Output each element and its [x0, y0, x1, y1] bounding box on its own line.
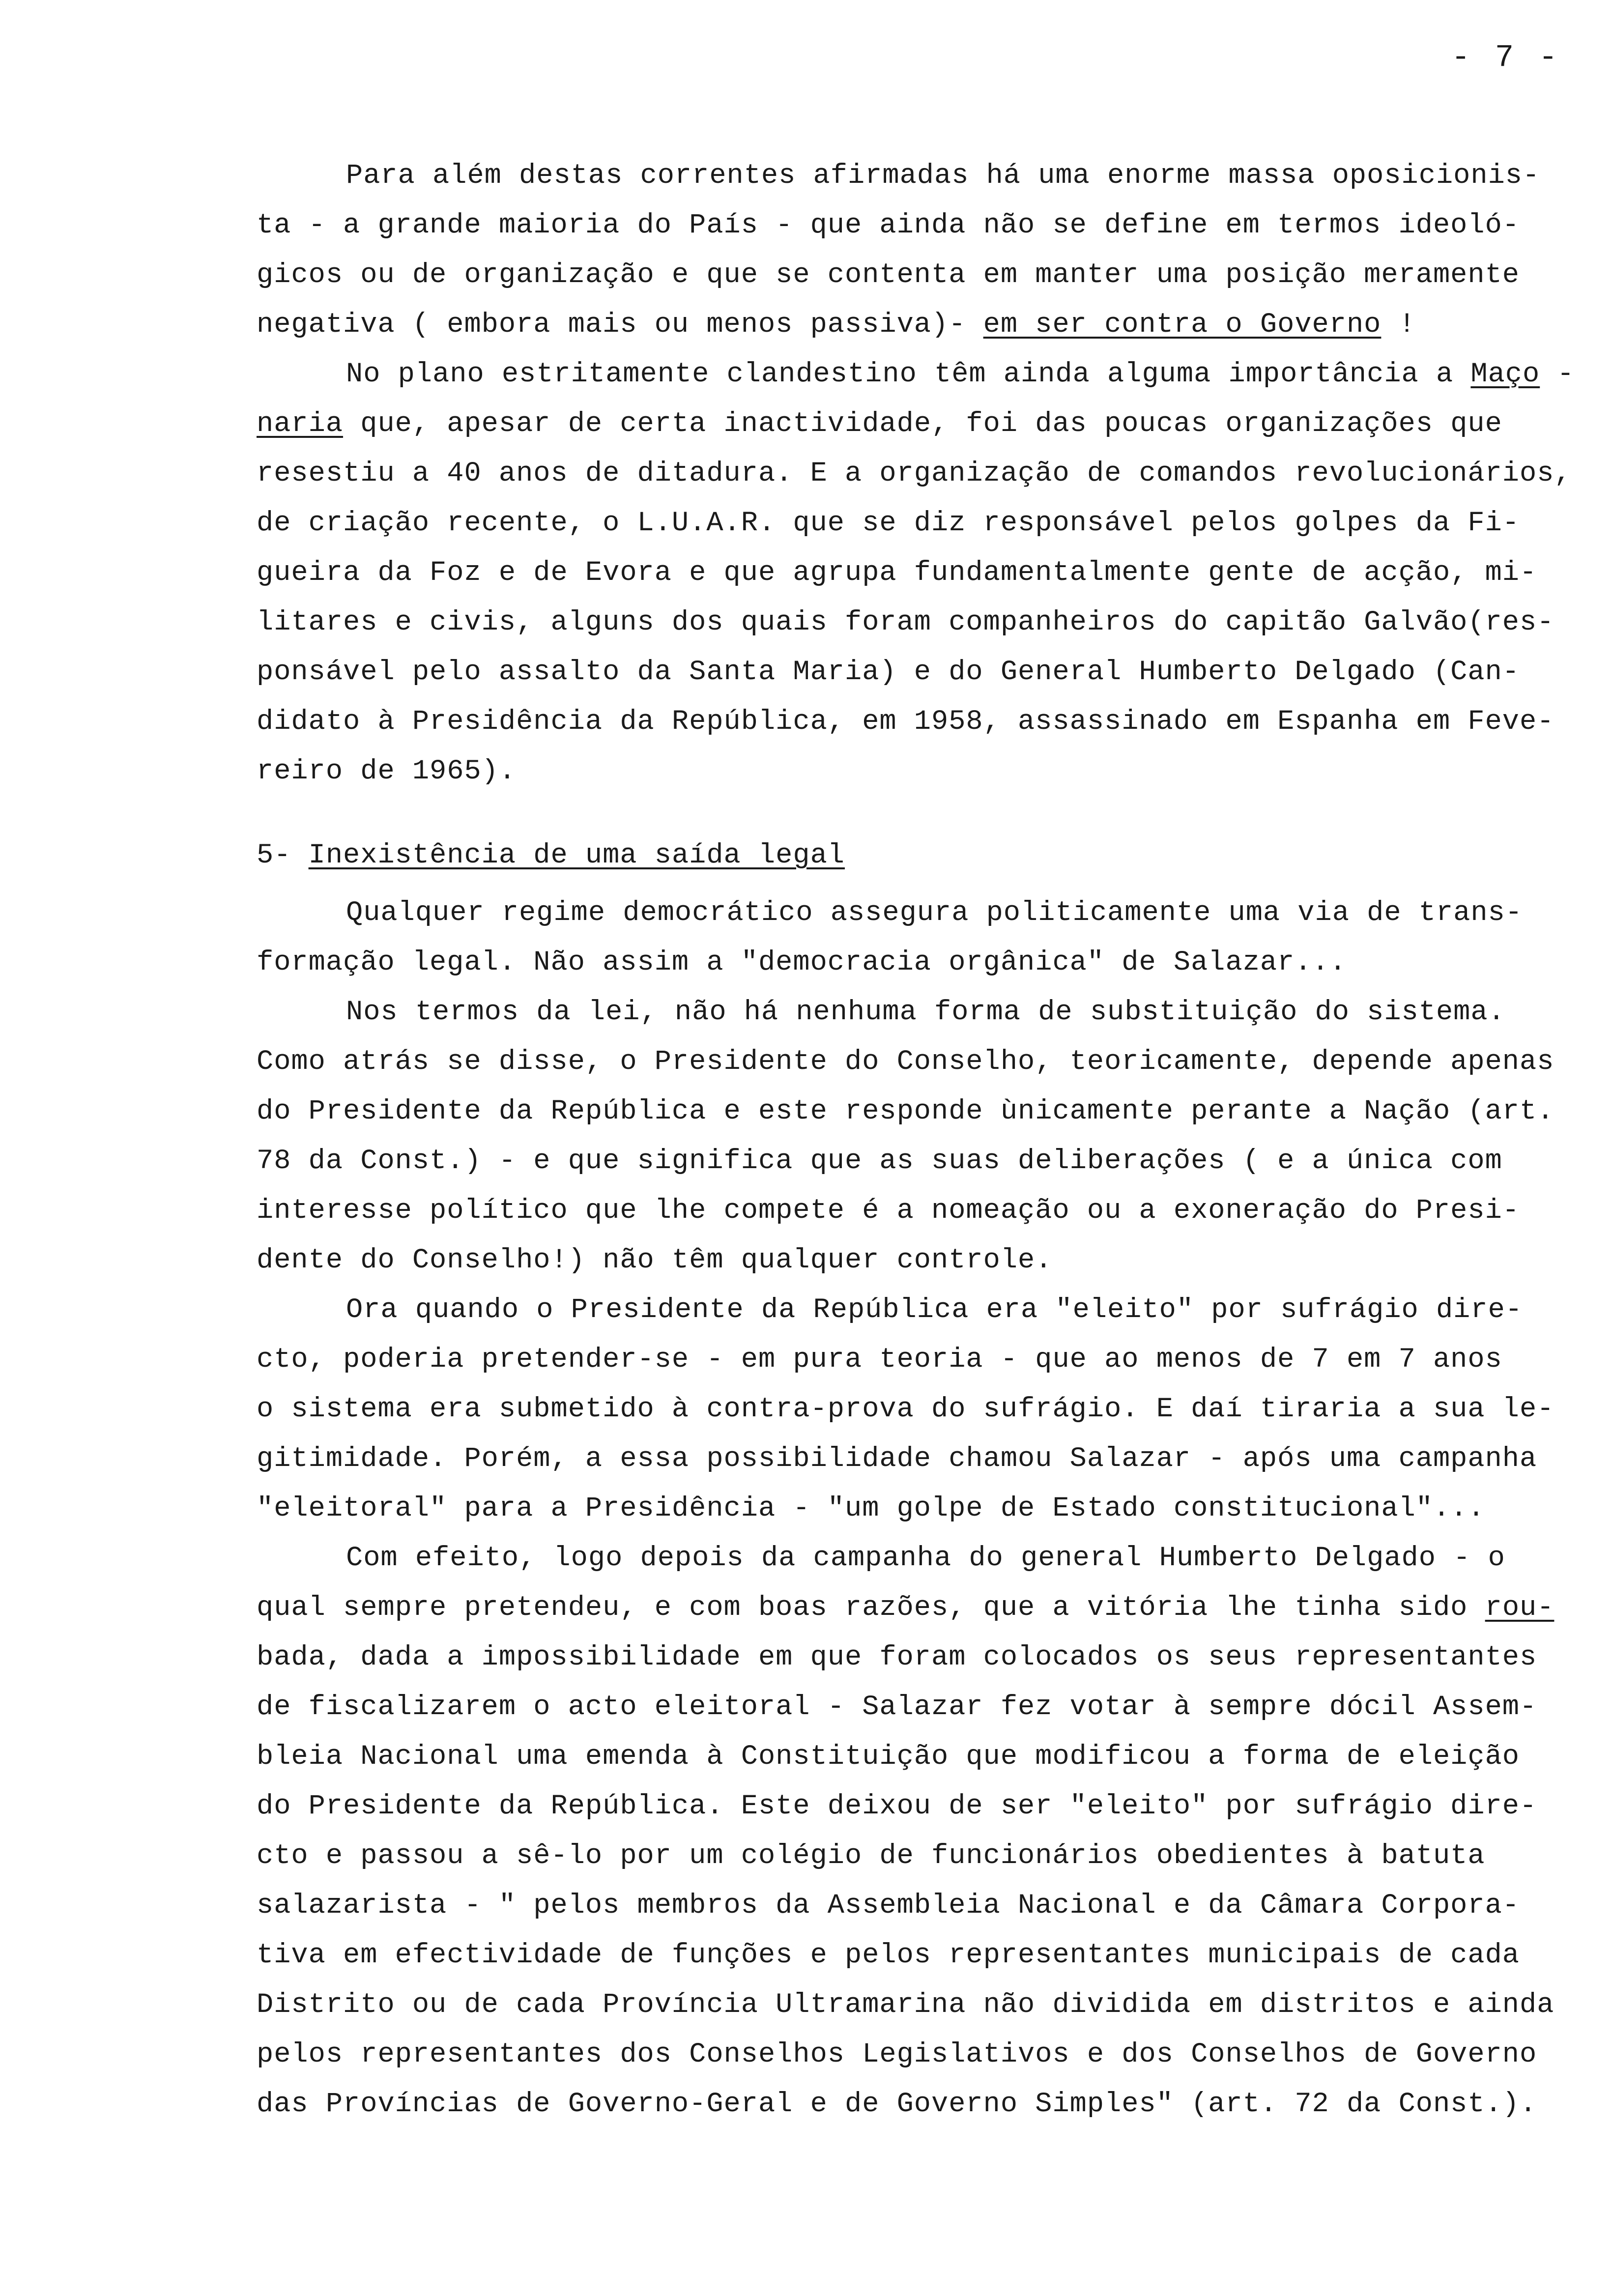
- section-title: Inexistência de uma saída legal: [308, 840, 845, 871]
- text-line: gueira da Foz e de Evora e que agrupa fundamentalmente gente de acção, mi-: [257, 557, 1537, 589]
- text-line: dente do Conselho!) não têm qualquer controle.: [257, 1245, 1053, 1276]
- text-line: [257, 350, 1598, 400]
- text-line: do Presidente da República e este responde ùnicamente perante a Nação (art.: [257, 1096, 1554, 1127]
- text-line: Nos termos da lei, não há nenhuma forma de substituição do sistema.: [346, 997, 1505, 1028]
- text-line: Ora quando o Presidente da República era "eleito" por sufrágio dire-: [346, 1294, 1523, 1326]
- text-line: [257, 400, 1598, 449]
- text-line: das Províncias de Governo-Geral e de Governo Simples" (art. 72 da Const.).: [257, 2089, 1537, 2120]
- text-line: Para além destas correntes afirmadas há uma enorme massa oposicionis-: [346, 160, 1540, 192]
- text-line: Qualquer regime democrático assegura politicamente uma via de trans-: [346, 897, 1523, 929]
- underlined-phrase: em ser contra o Governo: [983, 309, 1382, 341]
- text-line: gitimidade. Porém, a essa possibilidade chamou Salazar - após uma campanha: [257, 1443, 1537, 1475]
- paragraph-6: [257, 1534, 1598, 2129]
- text-line: Com efeito, logo depois da campanha do general Humberto Delgado - o: [346, 1543, 1505, 1574]
- text-line: [257, 300, 1598, 350]
- text-line: formação legal. Não assim a "democracia orgânica" de Salazar...: [257, 947, 1347, 978]
- text-line: ta - a grande maioria do País - que ainda não se define em termos ideoló-: [257, 210, 1520, 241]
- underlined-word: Maço: [1470, 359, 1540, 390]
- text-span: !: [1381, 309, 1416, 341]
- text-line: litares e civis, alguns dos quais foram companheiros do capitão Galvão(res-: [257, 607, 1554, 638]
- text-line: salazarista - " pelos membros da Assembleia Nacional e da Câmara Corpora-: [257, 1890, 1520, 1922]
- text-line: de criação recente, o L.U.A.R. que se diz responsável pelos golpes da Fi-: [257, 508, 1520, 539]
- paragraph-1: [257, 151, 1598, 350]
- text-line: bleia Nacional uma emenda à Constituição que modificou a forma de eleição: [257, 1741, 1520, 1773]
- spacer: [257, 881, 1598, 889]
- text-line: "eleitoral" para a Presidência - "um golpe de Estado constitucional"...: [257, 1493, 1485, 1524]
- text-line: cto e passou a sê-lo por um colégio de funcionários obedientes à batuta: [257, 1840, 1485, 1872]
- text-line: cto, poderia pretender-se - em pura teoria - que ao menos de 7 em 7 anos: [257, 1344, 1502, 1376]
- text-line: bada, dada a impossibilidade em que foram colocados os seus representantes: [257, 1642, 1537, 1673]
- document-body: [257, 151, 1598, 2129]
- text-line: gicos ou de organização e que se contenta em manter uma posição meramente: [257, 259, 1520, 291]
- text-line: pelos representantes dos Conselhos Legislativos e dos Conselhos de Governo: [257, 2039, 1537, 2070]
- page-number: - 7 -: [1451, 40, 1560, 76]
- text-line: 78 da Const.) - e que significa que as suas deliberações ( e a única com: [257, 1146, 1502, 1177]
- underlined-word: naria: [257, 408, 344, 440]
- text-span: que, apesar de certa inactividade, foi das poucas organizações que: [343, 408, 1502, 440]
- section-heading: [257, 831, 1598, 881]
- text-line: ponsável pelo assalto da Santa Maria) e do General Humberto Delgado (Can-: [257, 657, 1520, 688]
- section-number: 5-: [257, 840, 309, 871]
- text-span: negativa ( embora mais ou menos passiva)-: [257, 309, 983, 341]
- text-line: do Presidente da República. Este deixou de ser "eleito" por sufrágio dire-: [257, 1791, 1537, 1822]
- text-line: Como atrás se disse, o Presidente do Conselho, teoricamente, depende apenas: [257, 1046, 1554, 1078]
- text-span: No plano estritamente clandestino têm ainda alguma importância a: [346, 359, 1471, 390]
- text-line: reiro de 1965).: [257, 756, 517, 787]
- text-line: didato à Presidência da República, em 1958, assassinado em Espanha em Feve-: [257, 706, 1554, 738]
- text-span: -: [1540, 359, 1575, 390]
- paragraph-4: [257, 988, 1598, 1286]
- text-line: de fiscalizarem o acto eleitoral - Salazar fez votar à sempre dócil Assem-: [257, 1692, 1537, 1723]
- spacer: [257, 797, 1598, 831]
- text-span: qual sempre pretendeu, e com boas razões, que a vitória lhe tinha sido: [257, 1592, 1485, 1624]
- text-line: [257, 1583, 1598, 1633]
- text-line: Distrito ou de cada Província Ultramarina não dividida em distritos e ainda: [257, 1989, 1554, 2021]
- paragraph-3: [257, 889, 1598, 988]
- underlined-word: rou-: [1485, 1592, 1554, 1624]
- text-line: tiva em efectividade de funções e pelos representantes municipais de cada: [257, 1940, 1520, 1971]
- text-line: o sistema era submetido à contra-prova do sufrágio. E daí tiraria a sua le-: [257, 1394, 1554, 1425]
- paragraph-2: [257, 350, 1598, 797]
- paragraph-5: [257, 1286, 1598, 1534]
- text-line: interesse político que lhe compete é a nomeação ou a exoneração do Presi-: [257, 1195, 1520, 1227]
- text-line: resestiu a 40 anos de ditadura. E a organização de comandos revolucionários,: [257, 458, 1572, 489]
